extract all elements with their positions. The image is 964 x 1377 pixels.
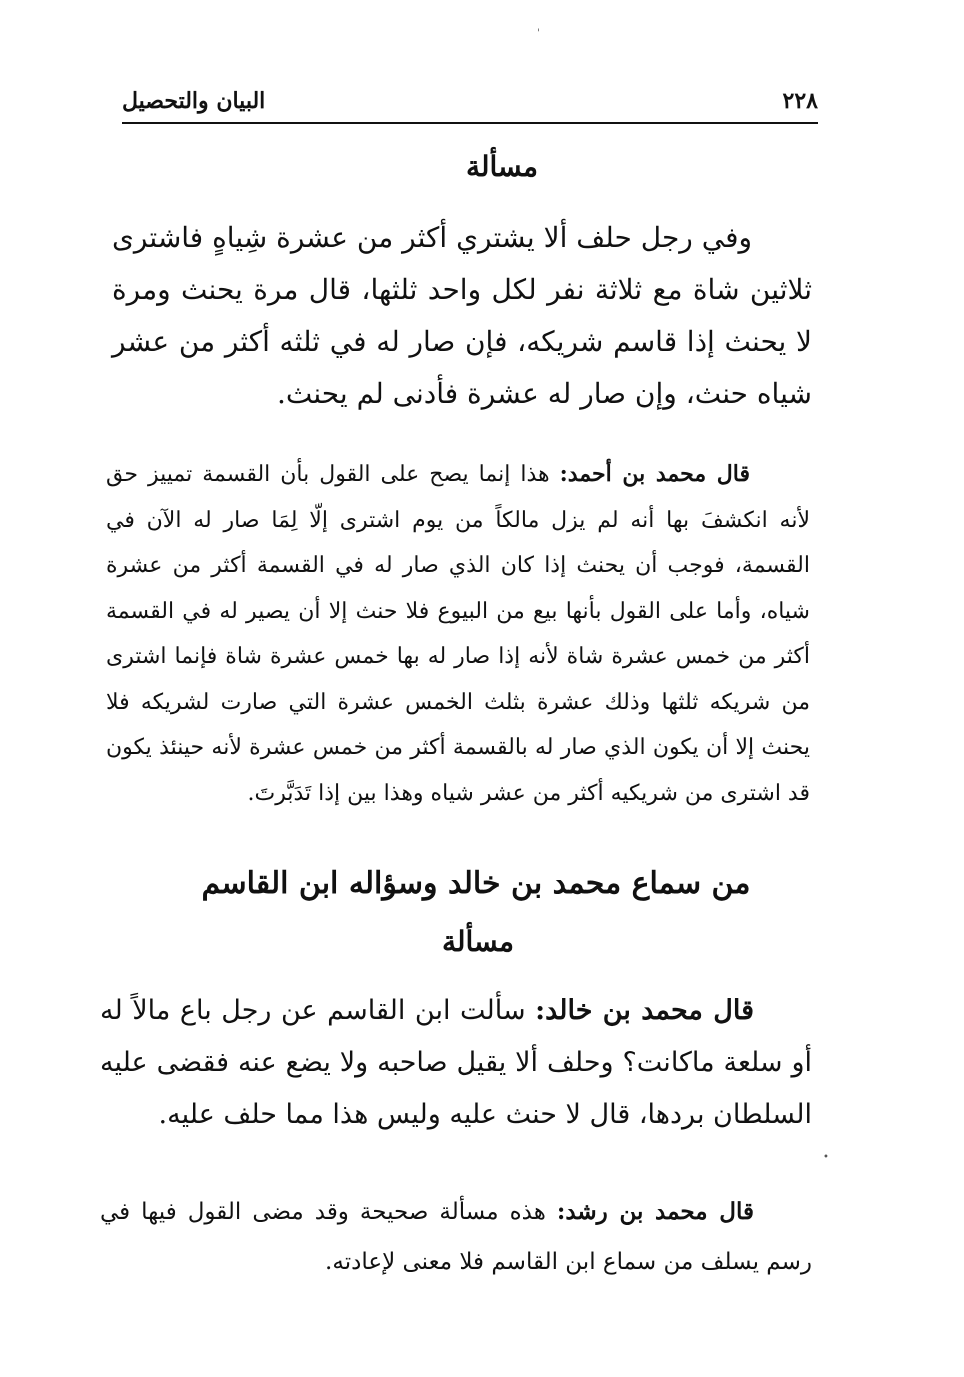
page-header [122,82,818,124]
masala-speaker-2: قال محمد بن خالد: [535,995,754,1026]
commentary-speaker-1: قال محمد بن أحمد: [559,461,751,487]
scan-speck: ' [537,28,540,39]
scan-speck: • [823,1152,829,1163]
masala-heading-1: مسألة [465,150,539,183]
masala-text-2: سألت ابن القاسم عن رجل باع مالاً له أو سلعة ماكانت؟ وحلف ألا يقيل صاحبه ولا يضع عنه فقضى عليه السلطان بردها، قال لا حنث عليه وليس هذا مما حلف عليه. [100,995,812,1130]
commentary-paragraph-2 [100,1187,812,1287]
masala-paragraph-2 [100,985,812,1141]
commentary-paragraph-1 [106,452,810,816]
page-number: ٢٢٨ [782,88,818,114]
masala-heading-2: مسألة [441,925,515,958]
masala-text-1: وفي رجل حلف ألا يشتري أكثر من عشرة شِياهٍ فاشترى ثلاثين شاة مع ثلاثة نفر لكل واحد ثلثها، قال مرة يحنث ومرة لا يحنث إذا قاسم شريكه، فإن صار له في ثلثه أكثر من عشر شياه حنث، وإن صار له عشرة فأدنى لم يحنث. [112,221,812,410]
section-heading: من سماع محمد بن خالد وسؤاله ابن القاسم [201,866,751,901]
running-title: البيان والتحصيل [122,88,266,114]
commentary-speaker-2: قال محمد بن رشد: [556,1198,754,1225]
commentary-text-2: هذه مسألة صحيحة وقد مضى القول فيها في رسم يسلف من سماع ابن القاسم فلا معنى لإعادته. [100,1199,812,1275]
commentary-text-1: هذا إنما يصح على القول بأن القسمة تمييز حق لأنه انكشفَ بها أنه لم يزل مالكاً من يوم اشترى إلّا لِمَا صار له الآن في القسمة، فوجب أن يحنث إذا كان الذي صار له في القسمة أكثر من عشرة شياه، وأما على القول بأنها بيع من البيوع فلا حنث إلا أن يصير له في القسمة أكثر من خمس عشرة شاة لأنه إذا صار له بها خمس عشرة شاة فإنما اشترى من شريكه ثلثها وذلك عشرة بثلث الخمس عشرة التي صارت لشريكه فلا يحنث إلا أن يكون الذي صار له بالقسمة أكثر من خمس عشرة لأنه حينئذ يكون قد اشترى من شريكيه أكثر من عشر شياه وهذا بين إذا تَدَبَّرتَ. [106,462,810,806]
